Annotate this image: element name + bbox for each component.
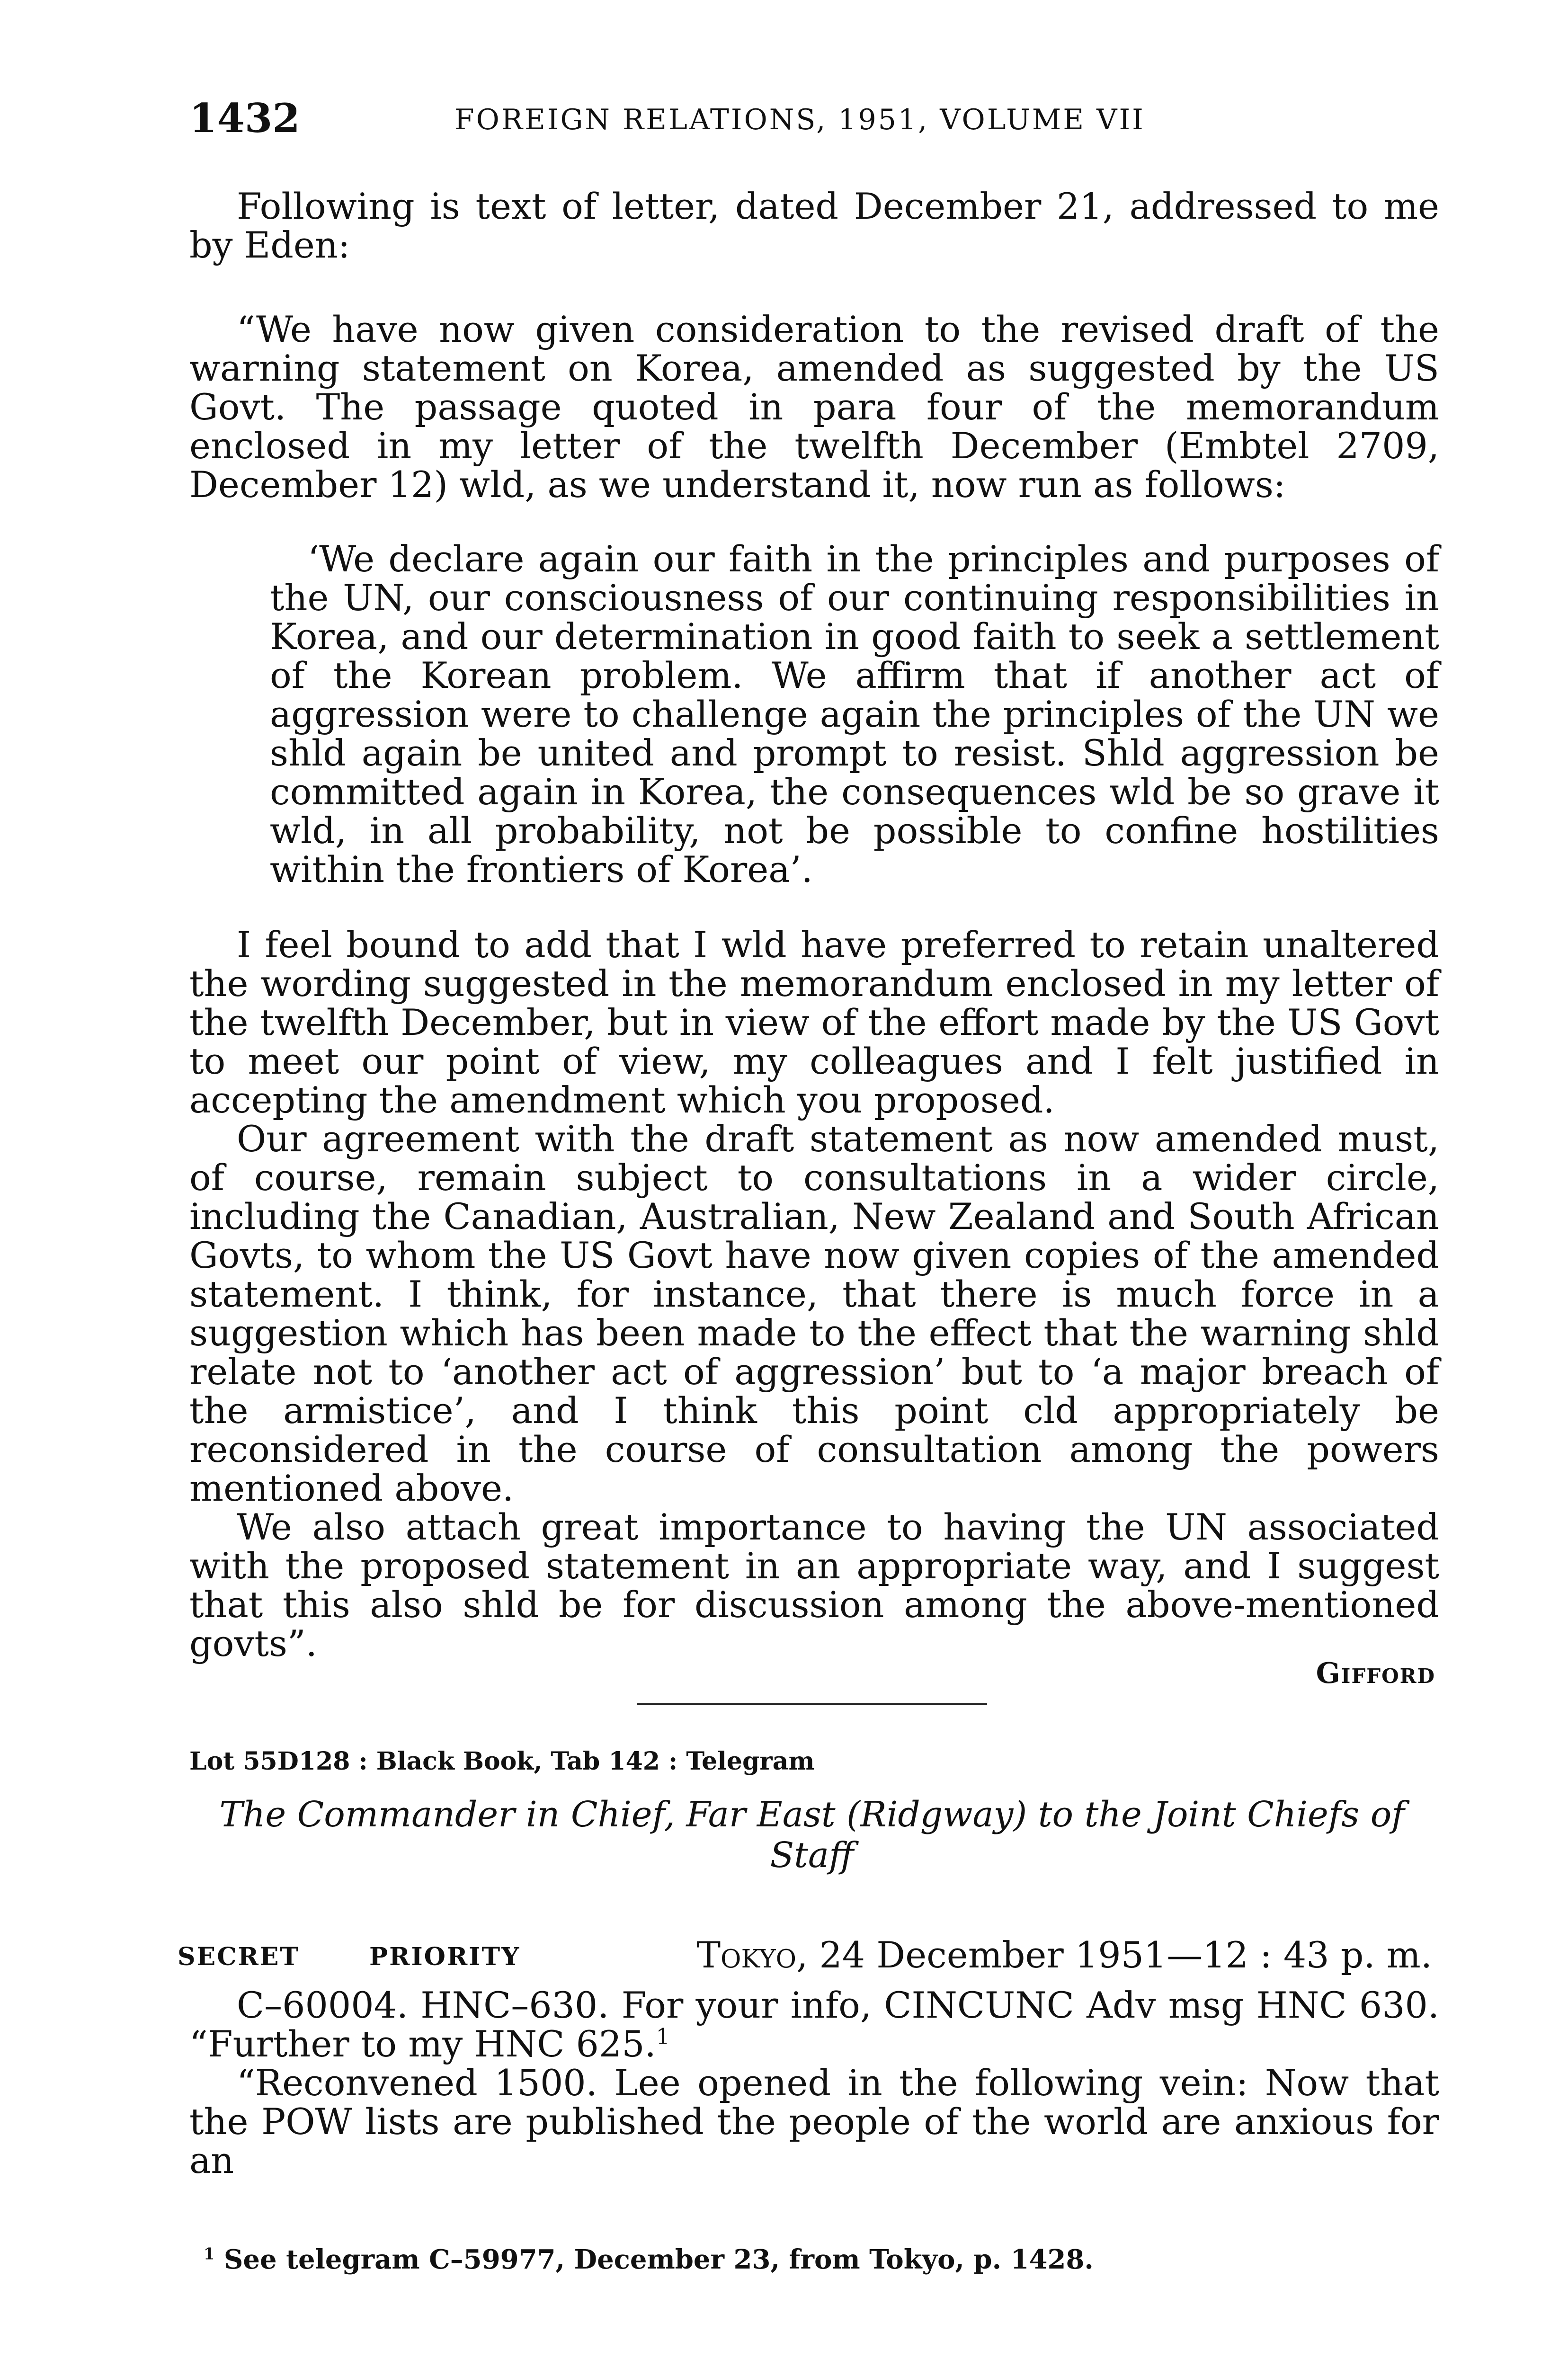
dateline-place: Tokyo [696,1934,797,1976]
telegram-body [189,1986,1439,2180]
letter-paragraph-feel: I feel bound to add that I wld have preferred to retain unaltered the wording suggested in the memorandum enclosed in my letter of the twelfth December, but in view of the effort made by the US Govt to meet our point of view, my colleagues and I felt justified in accepting the amendment which you proposed. [189,924,1439,1121]
document-title: The Commander in Chief, Far East (Ridgway) to the Joint Chiefs of Staff [219,1794,1405,1876]
telegram-paragraph-1: C–60004. HNC–630. For your info, CINCUNC Adv msg HNC 630. “Further to my HNC 625.$^1$ [189,1984,1439,2065]
telegram-meta [178,1934,1432,1976]
running-title: FOREIGN RELATIONS, 1951, VOLUME VII [454,103,1145,136]
letter-intro: Following is text of letter, dated December 21, addressed to me by Eden: [189,185,1439,266]
priority: PRIORITY [369,1942,521,1971]
letter-paragraph-un: We also attach great importance to having the UN associated with the proposed statement in an appropriate way, and I suggest that this also shld be for discussion among the above-mentioned govts”. [189,1506,1439,1664]
letter-quote-open: “We have now given consideration to the revised draft of the warning statement on Korea, amended as suggested by the US Govt. The passage quoted in para four of the memorandum enclosed in my letter of the twelfth December (Embtel 2709, December 12) wld, as we understand it, now run as follows: [189,308,1439,506]
dateline-date: , 24 December 1951—12 : 43 p. m. [796,1934,1432,1976]
letter-quote-open-block [189,310,1439,504]
section-divider [637,1703,987,1705]
letter-body-block [189,925,1439,1663]
signature: Gifford [1316,1657,1435,1690]
classification: SECRET [178,1942,300,1971]
page-number: 1432 [189,95,300,142]
page-header [189,95,1430,151]
letter-intro-block [189,187,1439,265]
inner-quote: ‘We declare again our faith in the principles and purposes of the UN, our consciousness of our continuing responsibilities in Korea, and our determination in good faith to seek a settlement of the Korean problem. We affirm that if another act of aggression were to challenge again the principles of the UN we shld again be united and prompt to resist. Shld aggression be committed again in Korea, the consequences wld be so grave it wld, in all probability, not be possible to confine hostilities within the frontiers of Korea’. [270,538,1439,890]
letter-paragraph-agreement: Our agreement with the draft statement as now amended must, of course, remain subject to consultations in a wider circle, including the Canadian, Australian, New Zealand and South African Govts, to whom the US Govt have now given copies of the amended statement. I think, for instance, that there is much force in a suggestion which has been made to the effect that the warning shld relate not to ‘another act of aggression’ but to ‘a major breach of the armistice’, and I think this point cld appropriately be reconsidered in the course of consultation among the powers mentioned above. [189,1118,1439,1509]
document-source: Lot 55D128 : Black Book, Tab 142 : Telegram [189,1747,815,1776]
telegram-paragraph-2: “Reconvened 1500. Lee opened in the following vein: Now that the POW lists are published the people of the world are anxious for an [189,2062,1439,2181]
footnote-marker: 1 [204,2244,215,2263]
footnote-text: See telegram C–59977, December 23, from Tokyo, p. 1428. [223,2244,1094,2275]
footnote-reference: 1 [656,2024,670,2049]
dateline [696,1934,1432,1976]
footnote [204,2244,1094,2275]
inner-quote-block [270,540,1439,889]
